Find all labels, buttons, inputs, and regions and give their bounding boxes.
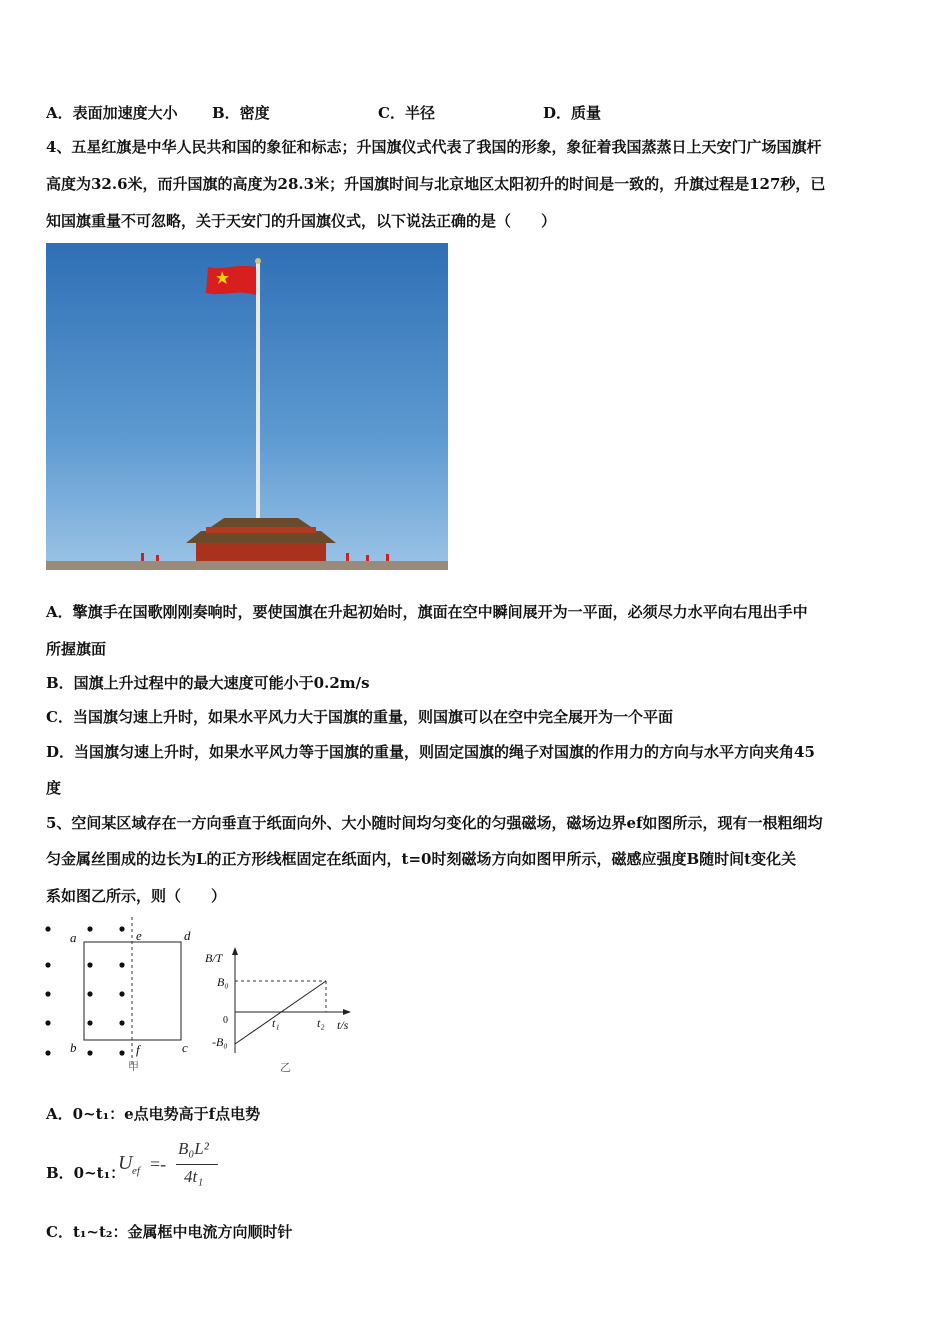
graph-b0-label: B₀ xyxy=(217,975,229,989)
graph-xlabel: t/s xyxy=(337,1018,349,1032)
q5-diagrams-svg xyxy=(40,915,370,1075)
q5-option-b-formula xyxy=(118,1138,228,1194)
q5-stem-line2: 匀金属丝围成的边长为L的正方形线框固定在纸面内，t=0时刻磁场方向如图甲所示，磁感应强度B随时间t变化关 xyxy=(46,850,797,868)
graph-t2-label: t₂ xyxy=(317,1016,325,1030)
flag-photo-illustration xyxy=(46,243,448,570)
q5-option-c: C．t₁~t₂：金属框中电流方向顺时针 xyxy=(46,1223,293,1241)
graph-t1-label: t₁ xyxy=(272,1016,280,1030)
graph-neg-b0-label: -B₀ xyxy=(212,1035,228,1049)
q4-option-d-line1: D．当国旗匀速上升时，如果水平风力等于国旗的重量，则固定国旗的绳子对国旗的作用力的方向与水平方向夹角45 xyxy=(46,743,815,761)
figure-a-caption: 甲 xyxy=(128,1061,139,1073)
prev-option-d: D．质量 xyxy=(543,104,602,122)
q4-stem-line1: 4、五星红旗是中华人民共和国的象征和标志；升国旗仪式代表了我国的形象，象征着我国蒸蒸日上天安门广场国旗杆 xyxy=(46,138,822,156)
q4-stem-line3: 知国旗重量不可忽略，关于天安门的升国旗仪式，以下说法正确的是（ ） xyxy=(46,212,557,230)
label-c: c xyxy=(182,1040,188,1055)
q4-stem-line2: 高度为32.6米，而升国旗的高度为28.3米；升国旗时间与北京地区太阳初升的时间是一致的，升旗过程是127秒，已 xyxy=(46,175,826,193)
label-d: d xyxy=(184,928,191,943)
formula-subscript-ef: ef xyxy=(132,1165,140,1177)
prev-option-b: B．密度 xyxy=(212,104,270,122)
q4-option-b: B．国旗上升过程中的最大速度可能小于0.2m/s xyxy=(46,674,370,692)
formula-equals: =- xyxy=(150,1154,167,1174)
graph-origin-label: 0 xyxy=(223,1015,228,1026)
q4-option-c: C．当国旗匀速上升时，如果水平风力大于国旗的重量，则国旗可以在空中完全展开为一个平面 xyxy=(46,708,673,726)
graph-ylabel: B/T xyxy=(205,951,223,965)
q4-option-a-line1: A．擎旗手在国歌刚刚奏响时，要使国旗在升起初始时，旗面在空中瞬间展开为一平面，必须尽力水平向右甩出手中 xyxy=(46,603,808,621)
q4-option-d-line2: 度 xyxy=(46,779,62,797)
q5-option-b-prefix: B．0~t₁： xyxy=(46,1164,126,1182)
flag-raising-photo xyxy=(46,243,448,570)
formula-denominator: 4t₁ xyxy=(184,1167,204,1186)
q5-stem-line1: 5、空间某区域存在一方向垂直于纸面向外、大小随时间均匀变化的匀强磁场，磁场边界ef如图所示，现有一根粗细均 xyxy=(46,814,823,832)
q5-stem-line3: 系如图乙所示，则（ ） xyxy=(46,887,227,905)
q4-option-a-line2: 所握旗面 xyxy=(46,640,107,658)
prev-option-a: A．表面加速度大小 xyxy=(46,104,178,122)
figure-b-graph xyxy=(205,947,351,1074)
formula-numerator: B₀L² xyxy=(178,1139,209,1158)
label-f: f xyxy=(136,1042,140,1057)
q5-figures xyxy=(40,915,370,1075)
figure-a-loop xyxy=(45,917,191,1073)
prev-option-c: C．半径 xyxy=(378,104,435,122)
q5-option-a: A．0~t₁：e点电势高于f点电势 xyxy=(46,1105,261,1123)
figure-b-caption: 乙 xyxy=(280,1062,291,1074)
formula-fraction-bar xyxy=(176,1164,218,1165)
label-b: b xyxy=(70,1040,77,1055)
label-a: a xyxy=(70,930,77,945)
formula-u: U xyxy=(118,1152,133,1174)
label-e: e xyxy=(136,928,142,943)
